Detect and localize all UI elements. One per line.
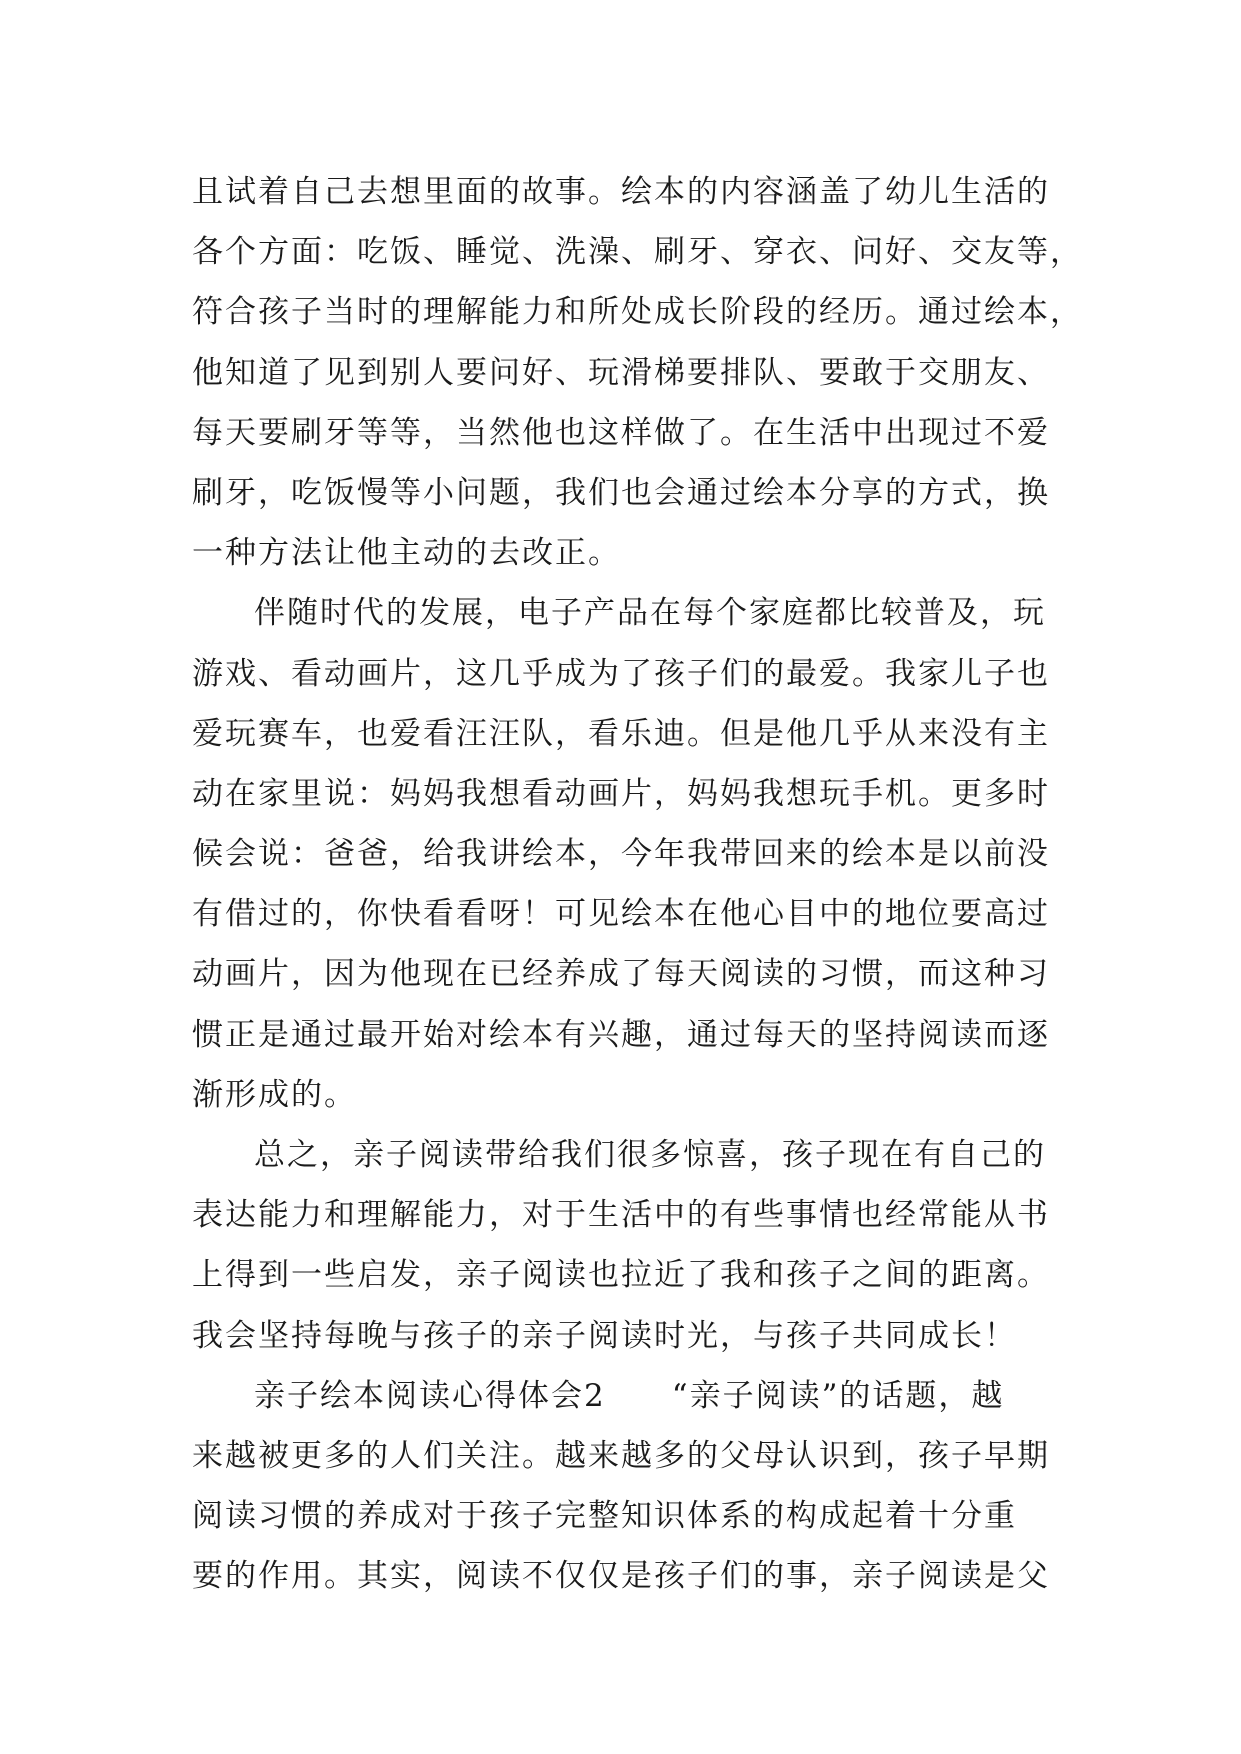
text-line: 惯正是通过最开始对绘本有兴趣，通过每天的坚持阅读而逐 [192, 1016, 1050, 1053]
text-line: 有借过的，你快看看呀！可见绘本在他心目中的地位要高过 [192, 896, 1050, 933]
text-line: 总之，亲子阅读带给我们很多惊喜，孩子现在有自己的 [254, 1137, 1046, 1173]
text-line: 阅读习惯的养成对于孩子完整知识体系的构成起着十分重 [192, 1498, 1017, 1535]
text-line: 符合孩子当时的理解能力和所处成长阶段的经历。通过绘本， [192, 294, 1083, 331]
text-line: 游戏、看动画片，这几乎成为了孩子们的最爱。我家儿子也 [192, 655, 1050, 692]
text-line: 每天要刷牙等等，当然他也这样做了。在生活中出现过不爱 [192, 414, 1050, 451]
text-line: 他知道了见到别人要问好、玩滑梯要排队、要敢于交朋友、 [192, 354, 1050, 391]
text-line: 刷牙，吃饭慢等小问题，我们也会通过绘本分享的方式，换 [192, 474, 1050, 511]
document-body [192, 162, 1092, 1607]
text-line: 各个方面：吃饭、睡觉、洗澡、刷牙、穿衣、问好、交友等， [192, 234, 1083, 271]
text-line: 且试着自己去想里面的故事。绘本的内容涵盖了幼儿生活的 [192, 174, 1050, 210]
text-line: 爱玩赛车，也爱看汪汪队，看乐迪。但是他几乎从来没有主 [192, 715, 1050, 752]
text-line: 动在家里说：妈妈我想看动画片，妈妈我想玩手机。更多时 [192, 775, 1050, 812]
text-line: 伴随时代的发展，电子产品在每个家庭都比较普及，玩 [254, 595, 1046, 632]
text-line: 表达能力和理解能力，对于生活中的有些事情也经常能从书 [192, 1197, 1050, 1234]
text-line: 要的作用。其实，阅读不仅仅是孩子们的事，亲子阅读是父 [192, 1558, 1050, 1595]
text-line: 动画片，因为他现在已经养成了每天阅读的习惯，而这种习 [192, 956, 1050, 993]
text-line: 上得到一些启发，亲子阅读也拉近了我和孩子之间的距离。 [192, 1257, 1050, 1294]
text-line: 渐形成的。 [192, 1076, 357, 1113]
text-line: 亲子绘本阅读心得体会2 “亲子阅读”的话题，越 [254, 1377, 1005, 1414]
text-line: 来越被更多的人们关注。越来越多的父母认识到，孩子早期 [192, 1437, 1050, 1474]
text-line: 候会说：爸爸，给我讲绘本，今年我带回来的绘本是以前没 [192, 836, 1050, 873]
text-line: 我会坚持每晚与孩子的亲子阅读时光，与孩子共同成长！ [192, 1317, 1017, 1354]
text-line: 一种方法让他主动的去改正。 [192, 535, 621, 572]
